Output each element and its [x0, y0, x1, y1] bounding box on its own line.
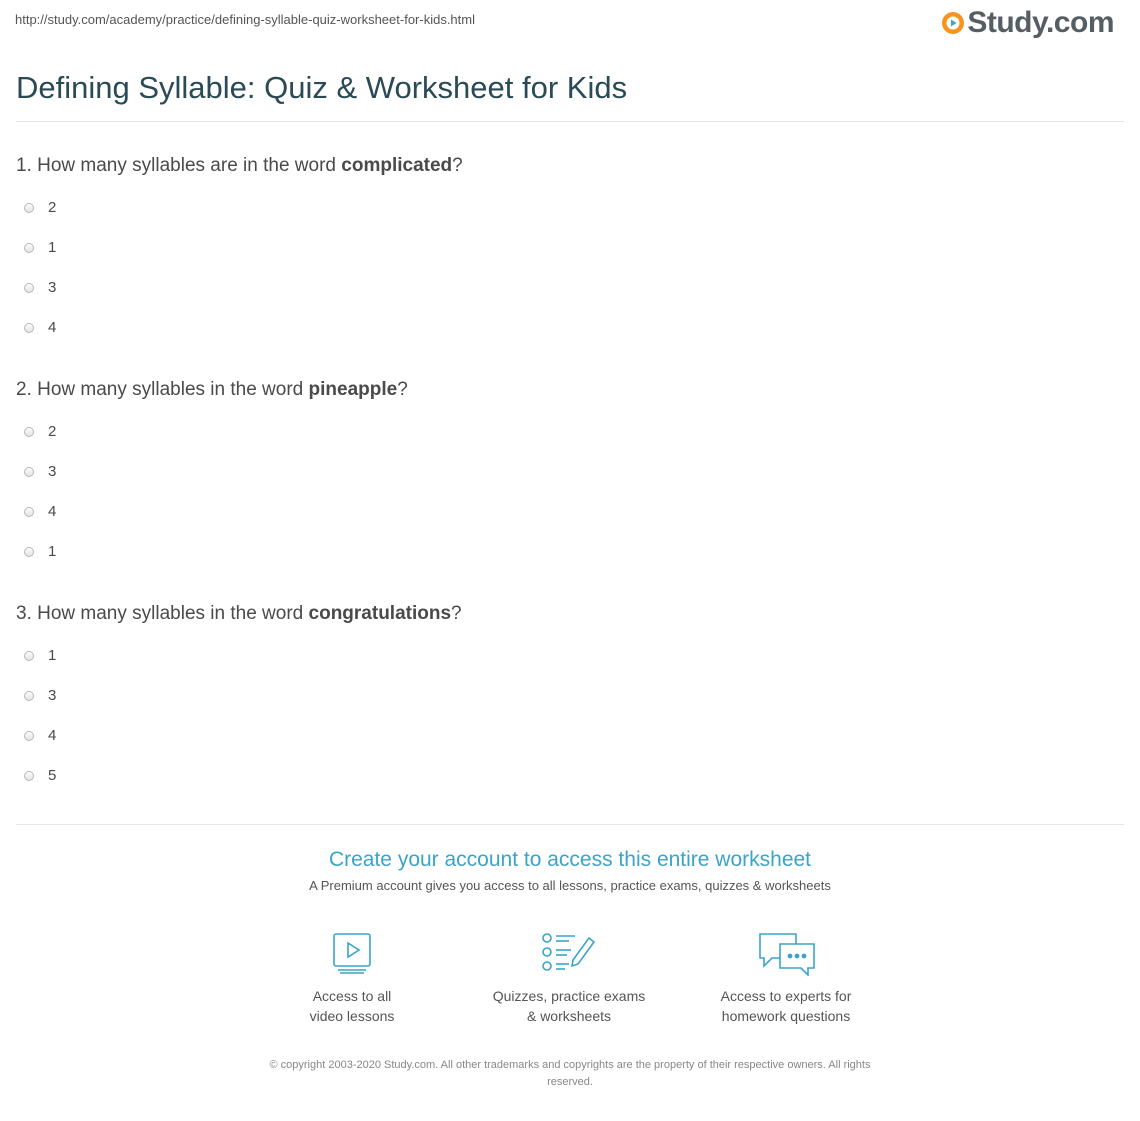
- radio-button[interactable]: [24, 467, 34, 477]
- question-mark: ?: [451, 603, 462, 624]
- radio-button[interactable]: [24, 651, 34, 661]
- radio-button[interactable]: [24, 691, 34, 701]
- option-label: 3: [48, 279, 57, 296]
- question-mark: ?: [452, 155, 463, 176]
- question-2: [16, 379, 408, 401]
- answer-option[interactable]: [24, 503, 56, 520]
- option-label: 3: [48, 463, 57, 480]
- option-label: 1: [48, 543, 57, 560]
- question-keyword: congratulations: [308, 603, 452, 624]
- section-divider: [16, 824, 1124, 825]
- copyright-footer: [210, 1057, 930, 1091]
- question-3: [16, 603, 462, 625]
- premium-description: A Premium account gives you access to all lessons, practice exams, quizzes & worksheets: [309, 878, 831, 893]
- radio-button[interactable]: [24, 203, 34, 213]
- radio-button[interactable]: [24, 771, 34, 781]
- radio-button[interactable]: [24, 243, 34, 253]
- answer-option[interactable]: [24, 423, 56, 440]
- chat-bubbles-icon: [756, 930, 816, 976]
- study-logo[interactable]: [941, 6, 1114, 40]
- create-account-link[interactable]: Create your account to access this entire worksheet: [328, 848, 812, 871]
- answer-option[interactable]: [24, 199, 56, 216]
- page-url: http://study.com/academy/practice/defining-syllable-quiz-worksheet-for-kids.html: [15, 12, 475, 27]
- radio-button[interactable]: [24, 323, 34, 333]
- feature-line: Access to all: [312, 988, 392, 1004]
- answer-option[interactable]: [24, 319, 56, 336]
- page-title: Defining Syllable: Quiz & Worksheet for Kids: [16, 70, 628, 105]
- radio-button[interactable]: [24, 731, 34, 741]
- option-label: 5: [48, 767, 57, 784]
- answer-option[interactable]: [24, 463, 56, 480]
- option-label: 4: [48, 503, 57, 520]
- question-mark: ?: [397, 379, 408, 400]
- answer-option[interactable]: [24, 647, 56, 664]
- question-text: 2. How many syllables in the word: [16, 379, 309, 400]
- feature-line: Access to experts for: [720, 988, 852, 1004]
- answer-option[interactable]: [24, 767, 56, 784]
- feature-line: homework questions: [721, 1008, 851, 1024]
- video-lessons-icon: [322, 930, 382, 976]
- option-label: 2: [48, 423, 57, 440]
- copyright-line: reserved.: [547, 1076, 593, 1088]
- radio-button[interactable]: [24, 507, 34, 517]
- question-text: 3. How many syllables in the word: [16, 603, 309, 624]
- quiz-list-icon: [539, 930, 599, 976]
- logo-text: Study.com: [967, 6, 1114, 39]
- feature-video-lessons: [252, 930, 452, 1026]
- option-label: 3: [48, 687, 57, 704]
- feature-experts: [686, 930, 886, 1026]
- feature-line: video lessons: [309, 1008, 395, 1024]
- question-1: [16, 155, 463, 177]
- option-label: 4: [48, 727, 57, 744]
- copyright-line: © copyright 2003-2020 Study.com. All other trademarks and copyrights are the property of their respective owners. All rights: [269, 1059, 871, 1071]
- answer-option[interactable]: [24, 543, 56, 560]
- feature-line: Quizzes, practice exams: [492, 988, 646, 1004]
- answer-option[interactable]: [24, 239, 56, 256]
- question-text: 1. How many syllables are in the word: [16, 155, 342, 176]
- option-label: 1: [48, 647, 57, 664]
- question-keyword: complicated: [341, 155, 453, 176]
- radio-button[interactable]: [24, 283, 34, 293]
- answer-option[interactable]: [24, 727, 56, 744]
- answer-option[interactable]: [24, 279, 56, 296]
- radio-button[interactable]: [24, 427, 34, 437]
- option-label: 1: [48, 239, 57, 256]
- option-label: 2: [48, 199, 57, 216]
- play-circle-icon: [941, 11, 965, 35]
- feature-line: & worksheets: [526, 1008, 612, 1024]
- option-label: 4: [48, 319, 57, 336]
- feature-quizzes: [469, 930, 669, 1026]
- question-keyword: pineapple: [308, 379, 398, 400]
- title-divider: [16, 121, 1124, 122]
- answer-option[interactable]: [24, 687, 56, 704]
- radio-button[interactable]: [24, 547, 34, 557]
